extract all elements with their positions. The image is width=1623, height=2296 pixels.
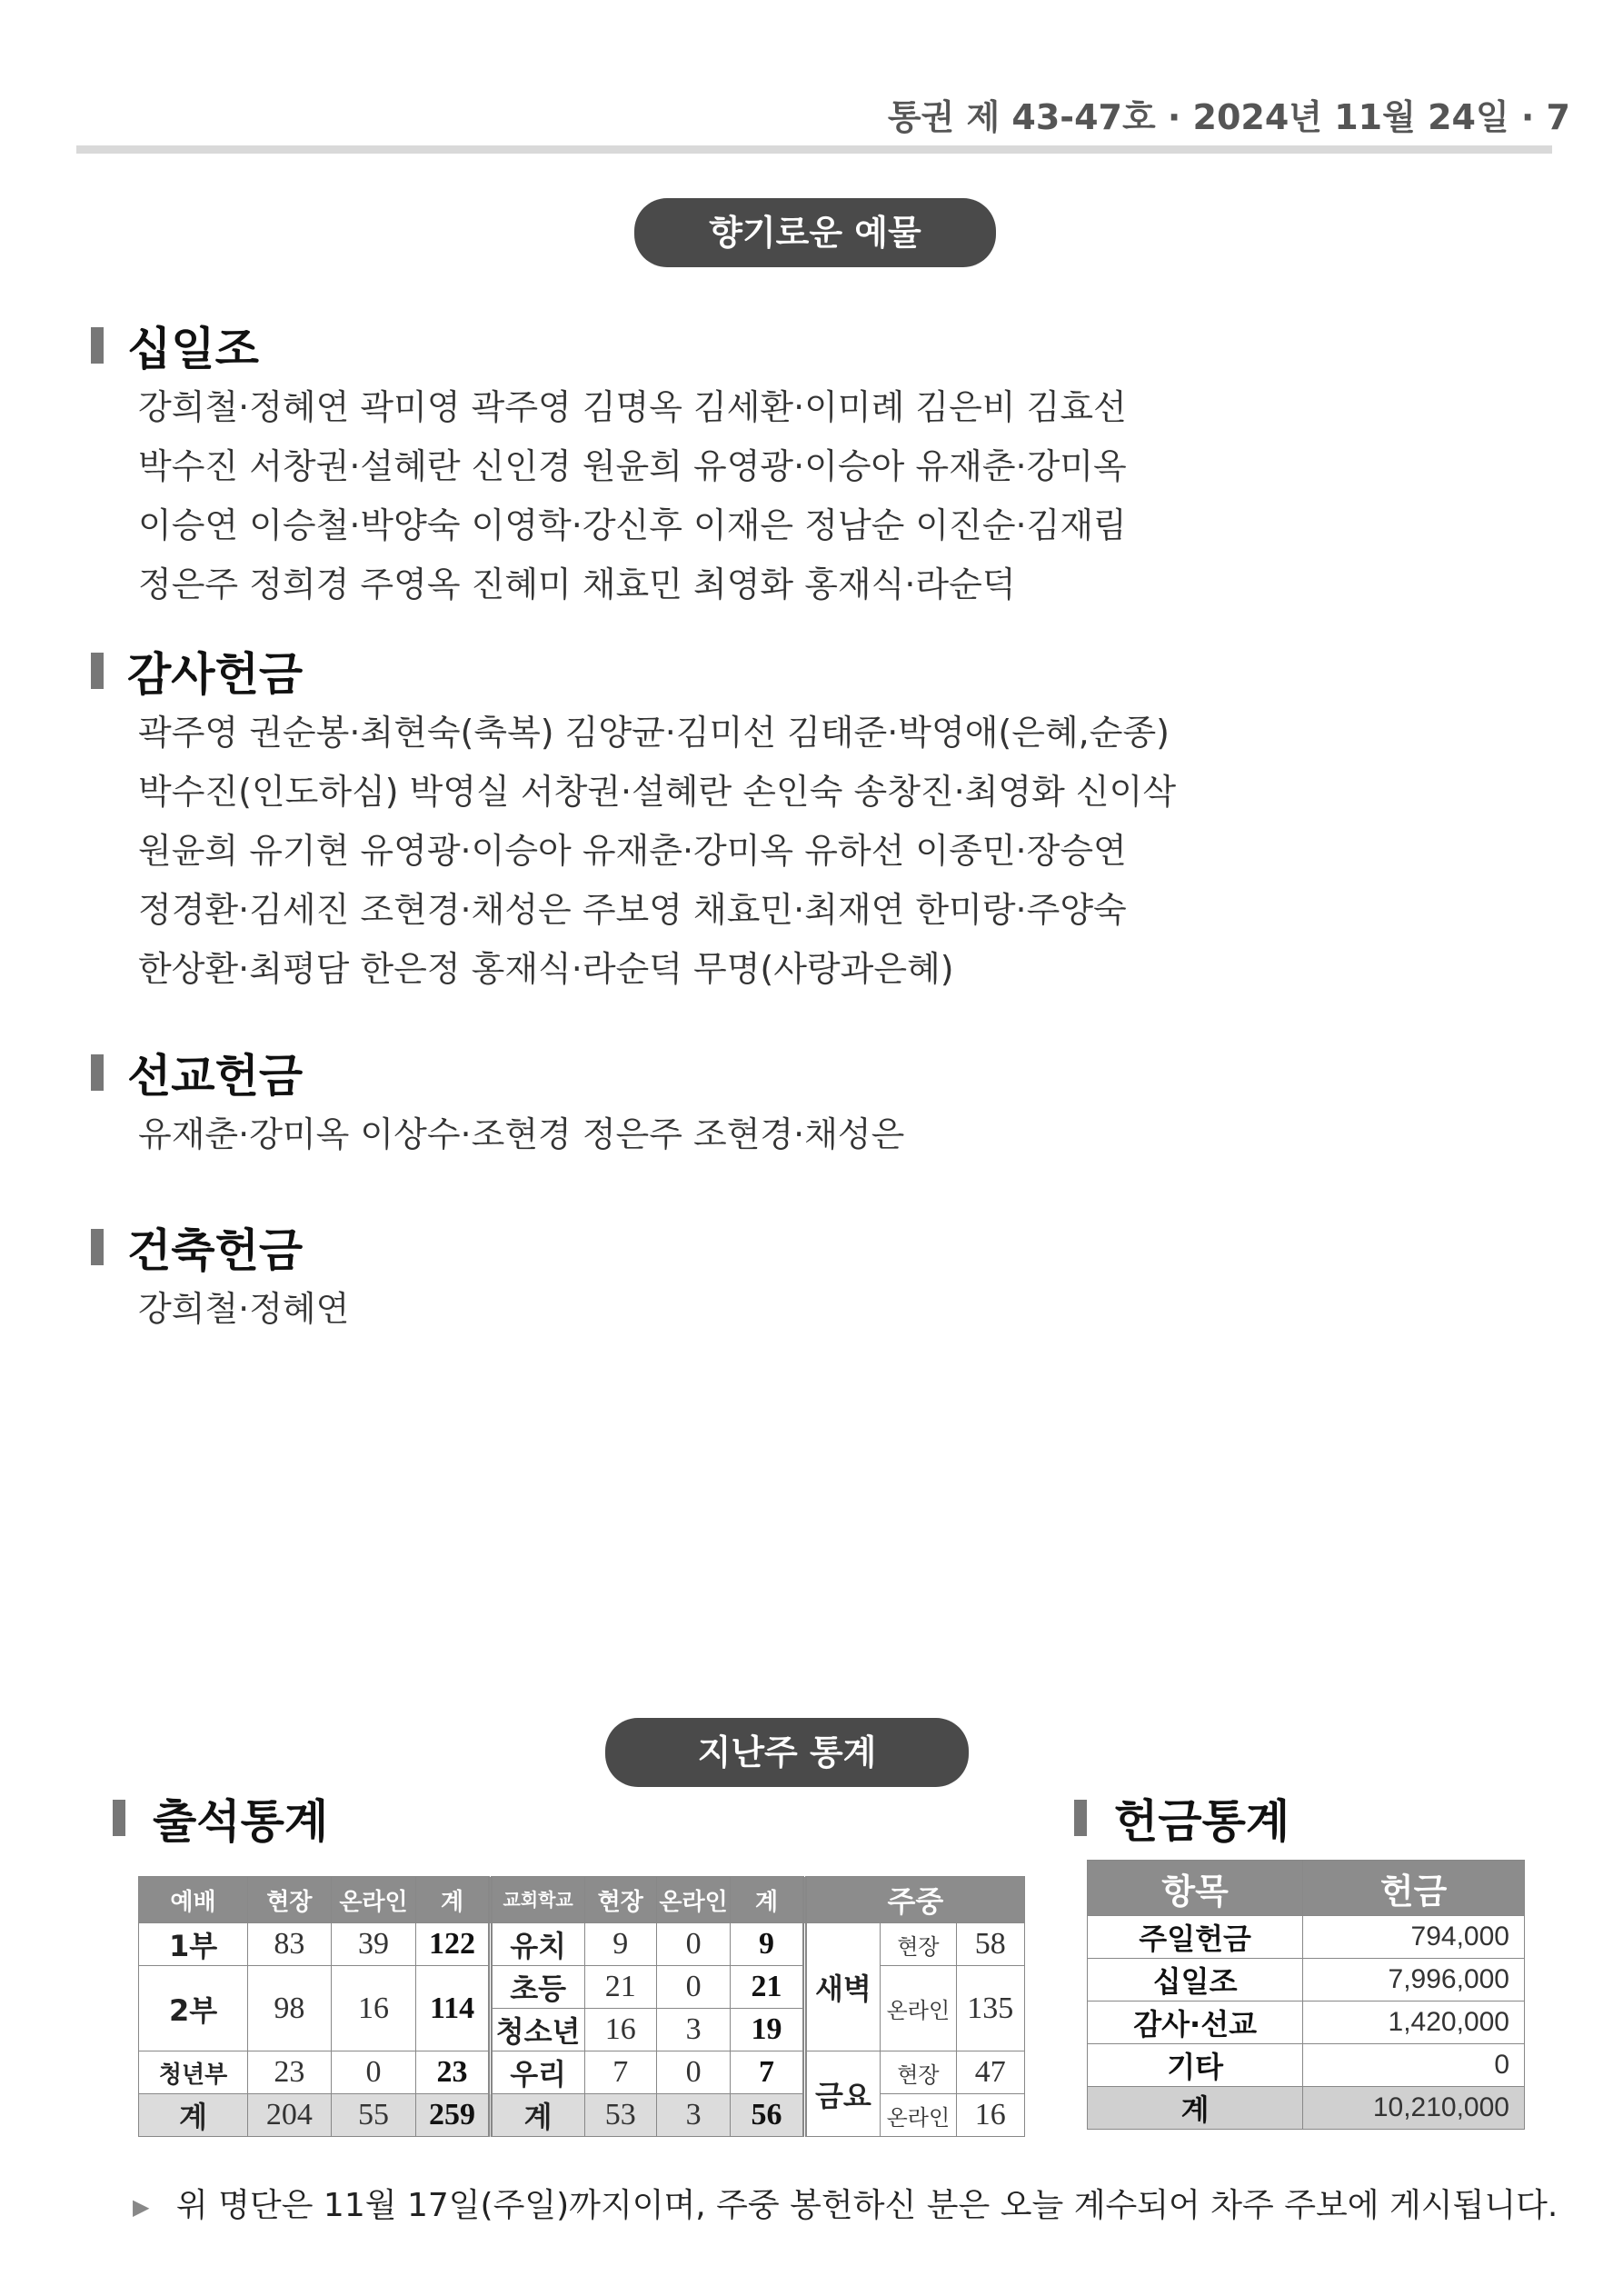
cell: 204 (248, 2094, 332, 2137)
cell: 23 (248, 2051, 332, 2094)
section-title (91, 1218, 349, 1276)
cell: 3 (656, 2009, 730, 2051)
cell-amount: 794,000 (1303, 1916, 1525, 1959)
offering-stats-table (1087, 1860, 1525, 2130)
table-row (1088, 2044, 1525, 2087)
header-cell: 온라인 (331, 1877, 416, 1923)
cell-school: 초등 (490, 1966, 584, 2009)
cell-sublabel: 온라인 (881, 1966, 956, 2051)
cell: 0 (331, 2051, 416, 2094)
section-title-text: 십일조 (127, 323, 259, 375)
cell-school: 유치 (490, 1923, 584, 1966)
table-header-row (139, 1877, 1025, 1923)
cell: 55 (331, 2094, 416, 2137)
name-line: 유재춘·강미옥 이상수·조현경 정은주 조현경·채성은 (138, 1114, 905, 1154)
section-title-text: 선교헌금 (127, 1050, 304, 1103)
cell-amount: 0 (1303, 2044, 1525, 2087)
header-cell: 예배 (139, 1877, 248, 1923)
stats-title-pill: 지난주 통계 (605, 1718, 969, 1787)
cell: 7 (731, 2051, 804, 2094)
name-line: 곽주영 권순봉·최현숙(축복) 김양균·김미선 김태준·박영애(은혜,순종) (138, 713, 1170, 753)
cell-weekday: 새벽 (804, 1923, 880, 2051)
header-divider (76, 145, 1552, 154)
cell-amount: 1,420,000 (1303, 2002, 1525, 2044)
section-thanksgiving (91, 642, 1176, 999)
section-bar (91, 653, 104, 689)
cell-weekday: 금요 (804, 2051, 880, 2137)
offering-stats-title (1074, 1789, 1289, 1847)
section-bar (113, 1800, 125, 1836)
name-line: 원윤희 유기현 유영광·이승아 유재춘·강미옥 유하선 이종민·장승연 (138, 831, 1127, 871)
header-cell: 온라인 (656, 1877, 730, 1923)
name-list (138, 704, 1176, 999)
section-bar (91, 1054, 104, 1091)
cell: 7 (584, 2051, 656, 2094)
header-cell: 계 (731, 1877, 804, 1923)
section-bar (91, 327, 104, 364)
table-row (139, 1966, 1025, 2009)
triangle-arrow-icon: ▶ (133, 2194, 150, 2220)
cell-service: 1부 (139, 1923, 248, 1966)
cell-service: 2부 (139, 1966, 248, 2051)
cell-school: 계 (490, 2094, 584, 2137)
cell-sublabel: 현장 (881, 1923, 956, 1966)
cell: 98 (248, 1966, 332, 2051)
name-line: 강희철·정혜연 곽미영 곽주영 김명옥 김세환·이미례 김은비 김효선 (138, 387, 1127, 427)
section-bar (1074, 1800, 1087, 1836)
cell-sublabel: 현장 (881, 2051, 956, 2094)
table-row (1088, 2002, 1525, 2044)
cell: 0 (656, 2051, 730, 2094)
section-tithe (91, 316, 1127, 614)
cell-amount: 10,210,000 (1303, 2087, 1525, 2130)
cell: 9 (584, 1923, 656, 1966)
section-bar (91, 1229, 104, 1265)
footnote-text: 위 명단은 11월 17일(주일)까지이며, 주중 봉헌하신 분은 오늘 계수되어 차주 주보에 게시됩니다. (175, 2187, 1558, 2224)
cell: 83 (248, 1923, 332, 1966)
cell-item: 기타 (1088, 2044, 1303, 2087)
header-cell: 현장 (584, 1877, 656, 1923)
cell: 56 (731, 2094, 804, 2137)
name-line: 한상환·최평담 한은정 홍재식·라순덕 무명(사랑과은혜) (138, 949, 954, 989)
cell: 114 (416, 1966, 490, 2051)
name-line: 박수진 서창권·설혜란 신인경 원윤희 유영광·이승아 유재춘·강미옥 (138, 446, 1127, 486)
section-title (91, 316, 1127, 374)
table-row (139, 1923, 1025, 1966)
name-line: 정경환·김세진 조현경·채성은 주보영 채효민·최재연 한미랑·주양숙 (138, 890, 1127, 930)
cell: 16 (956, 2094, 1024, 2137)
name-list (138, 378, 1127, 614)
cell-school: 청소년 (490, 2009, 584, 2051)
cell: 21 (584, 1966, 656, 2009)
cell-item: 감사·선교 (1088, 2002, 1303, 2044)
name-line: 박수진(인도하심) 박영실 서창권·설혜란 손인숙 송창진·최영화 신이삭 (138, 772, 1177, 812)
table-row (1088, 1916, 1525, 1959)
cell-service: 청년부 (139, 2051, 248, 2094)
cell: 135 (956, 1966, 1024, 2051)
footnote (133, 2180, 1558, 2226)
cell: 0 (656, 1966, 730, 2009)
section-title (91, 642, 1176, 700)
section-mission (91, 1043, 904, 1164)
offering-stats-title-text: 헌금통계 (1114, 1795, 1290, 1848)
table-row (139, 2051, 1025, 2094)
table-total-row (139, 2094, 1025, 2137)
header-cell: 교회학교 (490, 1877, 584, 1923)
name-list (138, 1280, 349, 1339)
cell-sublabel: 온라인 (881, 2094, 956, 2137)
cell-amount: 7,996,000 (1303, 1959, 1525, 2002)
header-cell: 계 (416, 1877, 490, 1923)
section-building (91, 1218, 349, 1339)
cell: 259 (416, 2094, 490, 2137)
header-cell: 현장 (248, 1877, 332, 1923)
cell: 39 (331, 1923, 416, 1966)
cell-service: 계 (139, 2094, 248, 2137)
cell: 58 (956, 1923, 1024, 1966)
cell: 21 (731, 1966, 804, 2009)
section-title-text: 감사헌금 (127, 648, 304, 701)
cell-school: 우리 (490, 2051, 584, 2094)
header-cell: 헌금 (1303, 1861, 1525, 1916)
attendance-table (138, 1876, 1025, 2137)
name-list (138, 1105, 904, 1164)
table-total-row (1088, 2087, 1525, 2130)
cell: 53 (584, 2094, 656, 2137)
cell: 0 (656, 1923, 730, 1966)
table-header-row (1088, 1861, 1525, 1916)
cell: 9 (731, 1923, 804, 1966)
cell-item: 십일조 (1088, 1959, 1303, 2002)
name-line: 정은주 정희경 주영옥 진혜미 채효민 최영화 홍재식·라순덕 (138, 564, 1016, 604)
cell-item: 계 (1088, 2087, 1303, 2130)
offerings-title-pill: 향기로운 예물 (634, 198, 996, 267)
cell: 16 (331, 1966, 416, 2051)
cell: 23 (416, 2051, 490, 2094)
section-title-text: 건축헌금 (127, 1224, 304, 1277)
name-line: 강희철·정혜연 (138, 1289, 350, 1329)
section-title (91, 1043, 904, 1102)
table-row (1088, 1959, 1525, 2002)
name-line: 이승연 이승철·박양숙 이영학·강신후 이재은 정남순 이진순·김재림 (138, 505, 1127, 545)
attendance-title-text: 출석통계 (153, 1795, 329, 1848)
header-cell: 항목 (1088, 1861, 1303, 1916)
header-cell: 주중 (804, 1877, 1024, 1923)
cell: 16 (584, 2009, 656, 2051)
cell: 122 (416, 1923, 490, 1966)
cell: 47 (956, 2051, 1024, 2094)
cell: 3 (656, 2094, 730, 2137)
cell: 19 (731, 2009, 804, 2051)
cell-item: 주일헌금 (1088, 1916, 1303, 1959)
attendance-title (113, 1789, 328, 1847)
page-header: 통권 제 43-47호 · 2024년 11월 24일 · 7 (887, 97, 1570, 137)
